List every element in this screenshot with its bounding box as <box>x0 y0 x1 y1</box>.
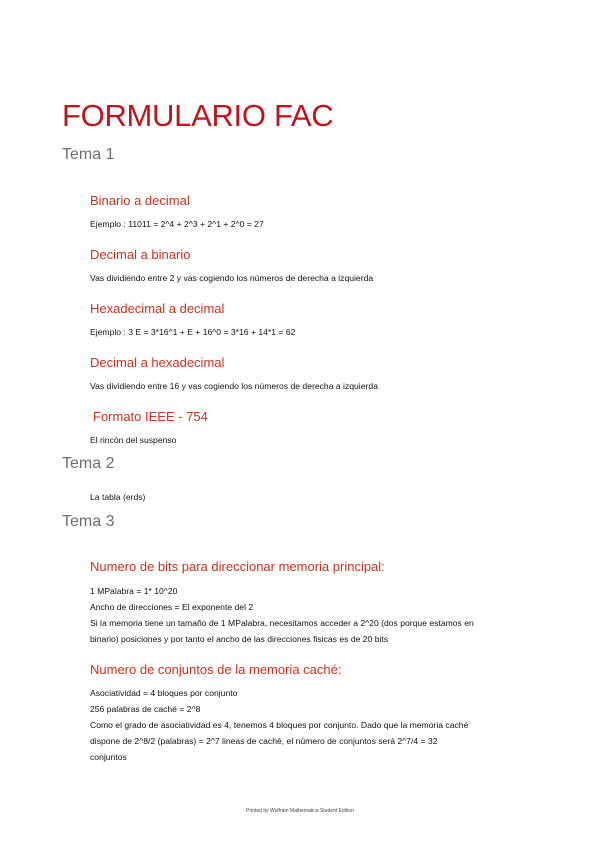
section-hexadecimal-a-decimal-title: Hexadecimal a decimal <box>90 301 225 316</box>
section-bits-memoria-line: Ancho de direcciones = El exponente del 2 <box>90 602 254 612</box>
section-binario-a-decimal-title: Binario a decimal <box>90 193 190 208</box>
section-ieee-754-title: Formato IEEE - 754 <box>93 409 208 424</box>
section-binario-a-decimal-line: Ejemplo : 11011 = 2^4 + 2^3 + 2^1 + 2^0 = 27 <box>90 219 264 229</box>
section-bits-memoria-line: Si la memoria tiene un tamaño de 1 MPalabra, necesitamos acceder a 2^20 (dos porque estamos en <box>90 618 474 628</box>
document-title: FORMULARIO FAC <box>62 98 334 133</box>
tema-3-heading: Tema 3 <box>62 513 115 530</box>
section-hexadecimal-a-decimal-line: Ejemplo : 3 E = 3*16^1 + E + 16^0 = 3*16 + 14*1 = 62 <box>90 327 296 337</box>
section-conjuntos-cache-line: conjuntos <box>90 752 127 762</box>
section-bits-memoria-title: Numero de bits para direccionar memoria principal: <box>90 559 385 574</box>
section-ieee-754-line: El rincón del suspenso <box>90 435 177 445</box>
section-decimal-a-binario-title: Decimal a binario <box>90 247 191 262</box>
tema-2-heading: Tema 2 <box>62 455 115 472</box>
section-conjuntos-cache-line: dispone de 2^8/2 (palabras) = 2^7 lineas de caché, el número de conjuntos será 2^7/4 = 32 <box>90 736 438 746</box>
tema-2-line: La tabla (erds) <box>90 492 146 502</box>
section-conjuntos-cache-line: Asociatividad = 4 bloques por conjunto <box>90 688 238 698</box>
section-conjuntos-cache-line: 256 palabras de caché = 2^8 <box>90 704 201 714</box>
section-conjuntos-cache-line: Como el grado de asociatividad es 4, tenemos 4 bloques por conjunto. Dado que la memoria caché <box>90 720 469 730</box>
section-conjuntos-cache-title: Numero de conjuntos de la memoria caché: <box>90 662 342 677</box>
print-footer: Printed by Wolfram Mathematica Student Edition <box>246 808 354 814</box>
section-decimal-a-hexadecimal-title: Decimal a hexadecimal <box>90 355 225 370</box>
tema-1-heading: Tema 1 <box>62 146 115 163</box>
section-decimal-a-binario-line: Vas dividiendo entre 2 y vas cogiendo los números de derecha a izquierda <box>90 273 374 283</box>
section-decimal-a-hexadecimal-line: Vas dividiendo entre 16 y vas cogiendo los números de derecha a izquierda <box>90 381 378 391</box>
section-bits-memoria-line: binario) posiciones y por tanto el ancho de las direcciones fisicas es de 20 bits <box>90 634 389 644</box>
section-bits-memoria-line: 1 MPalabra = 1* 10^20 <box>90 586 178 596</box>
